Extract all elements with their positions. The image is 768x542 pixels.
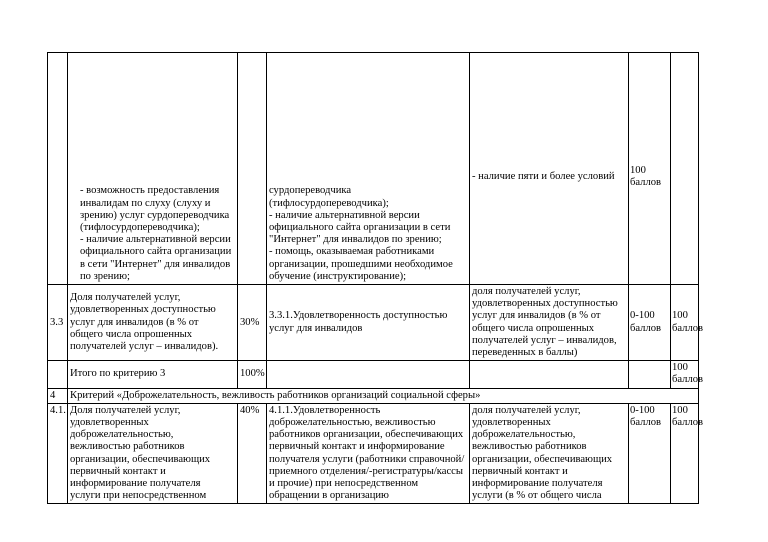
cell-calc: [470, 285, 629, 361]
total-3-label: Итого по критерию 3: [70, 368, 166, 380]
cont-range-text: 100 баллов: [630, 165, 662, 189]
total-3-max: 100 баллов: [672, 362, 704, 386]
cell-num: [48, 403, 68, 504]
cell-range: [629, 403, 671, 504]
table-row-3-3: [48, 285, 699, 361]
cont-calc-text: - наличие пяти и более условий: [472, 171, 615, 182]
cell-indicator: [267, 285, 470, 361]
row-3-3-num: 3.3: [50, 316, 64, 328]
cell-indicator: [267, 53, 470, 285]
row-4-1-weight: 40%: [240, 404, 260, 416]
cell-total-weight: [238, 361, 267, 388]
table-row-criterion-4: [48, 388, 699, 403]
cell-calc: [470, 403, 629, 504]
row-3-3-calc: доля получателей услуг, удовлетворенных доступностью услуг для инвалидов (в % от общего числа опрошенных получателей услуг – инвалидов, переведенных в баллы): [472, 286, 618, 359]
cell-weight: [238, 285, 267, 361]
criterion-4-text: Критерий «Доброжелательность, вежливость работников организаций социальной сферы»: [70, 389, 481, 401]
row-4-1-max: 100 баллов: [672, 404, 704, 429]
row-4-1-indicator: 4.1.1.Удовлетворенность доброжелательностью, вежливостью работников организации, обеспечивающих первичный контакт и информирование получателя услуги (работники справочной/ приемного отделения/-регистратуры/кассы и прочие) при непосредственном обращении в организацию: [269, 404, 465, 502]
row-4-1-range: 0-100 баллов: [630, 404, 662, 429]
cell-num-empty: [48, 361, 68, 388]
cell-weight-empty: [238, 53, 267, 285]
row-3-3-weight: 30%: [240, 316, 260, 328]
cell-total-label: [68, 361, 238, 388]
cell-indicator: [267, 403, 470, 504]
cell-range: [629, 53, 671, 285]
row-3-3-max: 100 баллов: [672, 310, 704, 334]
cell-max: [671, 403, 704, 504]
cont-name-text: - возможность предоставления инвалидам по слуху (слуху и зрению) услуг сурдопереводчика (тифлосурдопереводчика); - наличие альтернативной версии официального сайта организации в сети "Интернет" для инвалидов по зрению;: [80, 185, 232, 282]
cell-calc: [470, 53, 629, 285]
cell-crit-num: [48, 388, 68, 403]
table-row-total-3: [48, 361, 699, 388]
cell-range: [629, 285, 671, 361]
row-4-1-calc: доля получателей услуг, удовлетворенных доброжелательностью, вежливостью работников организации, обеспечивающих первичный контакт и информирование получателя услуги (в % от общего числа: [472, 404, 613, 502]
total-3-weight: 100%: [240, 368, 265, 380]
table-row-4-1: [48, 403, 699, 504]
cell-range-empty: [629, 361, 671, 388]
cell-max-empty: [671, 53, 699, 285]
cell-max: [671, 285, 704, 361]
cell-num-empty: [48, 53, 68, 285]
cell-name: [68, 285, 238, 361]
cell-num: [48, 285, 68, 361]
cell-crit-text: [68, 388, 699, 403]
criteria-table: [47, 52, 704, 504]
row-4-1-num: 4.1.: [50, 404, 66, 416]
criterion-4-num: 4: [50, 389, 56, 401]
row-3-3-indicator: 3.3.1.Удовлетворенность доступностью услуг для инвалидов: [269, 310, 448, 334]
row-3-3-range: 0-100 баллов: [630, 310, 662, 334]
row-4-1-name: Доля получателей услуг, удовлетворенных доброжелательностью, вежливостью работников организации, обеспечивающих первичный контакт и информирование получателя услуги при непосредственном: [70, 404, 211, 502]
cell-name: [68, 403, 238, 504]
cell-indicator-empty: [267, 361, 470, 388]
cell-total-max: [671, 361, 704, 388]
cell-weight: [238, 403, 267, 504]
cont-indicator-text: сурдопереводчика (тифлосурдопереводчика); - наличие альтернативной версии официального сайта организации в сети "Интернет" для инвалидов по зрению; - помощь, оказываемая работниками организации, прошедшими необходимое обучение (инструктирование);: [269, 185, 453, 282]
table-row-continuation: [48, 53, 699, 285]
cell-calc-empty: [470, 361, 629, 388]
row-3-3-name: Доля получателей услуг, удовлетворенных доступностью услуг для инвалидов (в % от общего числа опрошенных получателей услуг – инвалидов).: [70, 292, 219, 352]
cell-name: [68, 53, 238, 285]
